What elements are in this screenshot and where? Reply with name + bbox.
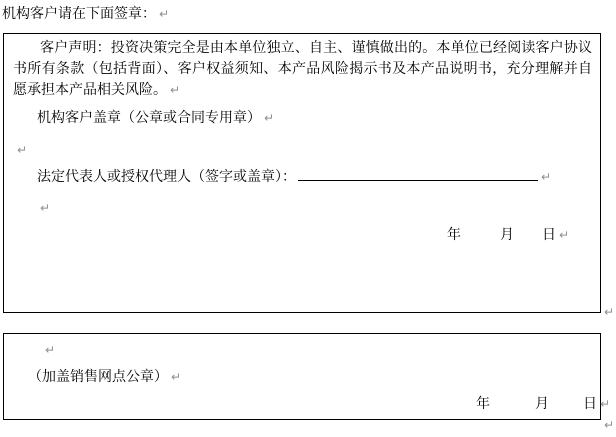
declaration-line (13, 80, 592, 101)
declaration-line: 客户声明：投资决策完全是由本单位独立、自主、谨慎做出的。本单位已经阅读客户协议 (40, 40, 592, 56)
declaration-line: 书所有条款（包括背面）、客户权益须知、本产品风险揭示书及本产品说明书，充分理解并自 (13, 61, 592, 77)
year-label: 年 (476, 396, 490, 412)
legal-representative-label: 法定代表人或授权代理人（签字或盖章）： (37, 169, 296, 185)
month-label: 月 (500, 227, 514, 243)
outlet-stamp-box (3, 333, 611, 420)
declaration-box (3, 33, 601, 313)
date-line (447, 225, 569, 246)
legal-representative-line (37, 166, 551, 188)
paragraph-mark-icon: ↵ (604, 305, 615, 319)
paragraph-mark-icon: ↵ (17, 143, 28, 157)
paragraph-mark-icon: ↵ (40, 201, 51, 215)
date-line (476, 394, 610, 415)
day-label: 日 (542, 227, 556, 243)
institution-stamp-label: 机构客户盖章（公章或合同专用章） (37, 110, 261, 126)
paragraph-mark-icon: ↵ (171, 370, 182, 384)
paragraph-mark-icon: ↵ (559, 228, 570, 242)
paragraph-mark-icon: ↵ (600, 397, 611, 411)
month-label: 月 (535, 396, 549, 412)
year-label: 年 (447, 227, 461, 243)
paragraph-mark-icon: ↵ (604, 418, 615, 432)
instruction-text: 机构客户请在下面签章： (2, 6, 156, 22)
signature-line[interactable] (298, 166, 538, 181)
declaration-line-text: 愿承担本产品相关风险。 (13, 82, 167, 98)
paragraph-mark-icon: ↵ (541, 170, 552, 184)
paragraph-mark-icon: ↵ (264, 111, 275, 125)
outlet-stamp-label: （加盖销售网点公章） (28, 369, 168, 385)
customer-declaration (13, 38, 592, 101)
institution-stamp-line (37, 108, 274, 129)
paragraph-mark-icon: ↵ (170, 83, 181, 97)
paragraph-mark-icon: ↵ (159, 7, 170, 21)
instruction-line (2, 4, 169, 25)
outlet-stamp-line (28, 367, 181, 388)
paragraph-mark-icon: ↵ (45, 343, 56, 357)
day-label: 日 (583, 396, 597, 412)
